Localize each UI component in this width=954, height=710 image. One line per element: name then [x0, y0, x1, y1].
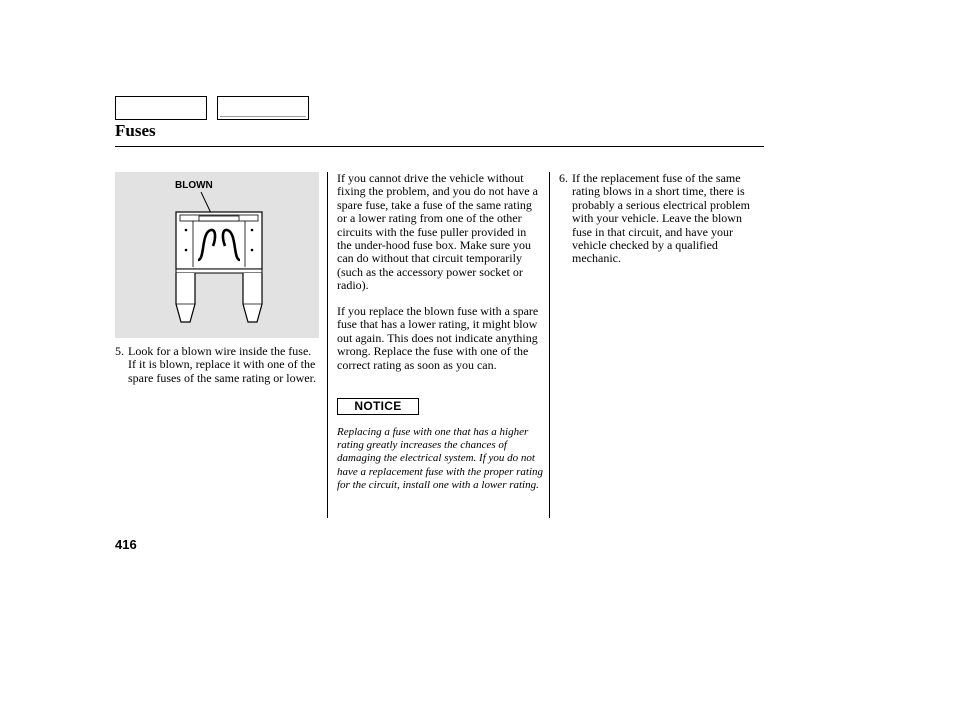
step-number: 6. — [559, 171, 568, 185]
paragraph-spare-fuse: If you cannot drive the vehicle without fixing the problem, and you do not have a spare fuse, take a fuse of the same rating or a lower rating from one of the other circuits with the fuse puller provided in the under-hood fuse box. Make sure you can do without that circuit temporarily (such as the accessory power socket or radio). — [337, 171, 538, 293]
nav-tab-index[interactable] — [217, 96, 309, 120]
column-divider — [549, 172, 550, 518]
notice-text: Replacing a fuse with one that has a higher rating greatly increases the chances of damaging the electrical system. If you do not have a replacement fuse with the proper rating for the circuit, install one with a lower rating. — [337, 426, 544, 491]
paragraph-lower-rating: If you replace the blown fuse with a spare fuse that has a lower rating, it might blow out again. This does not indicate anything wrong. Replace the fuse with one of the correct rating as soon as you can. — [337, 304, 539, 372]
fuse-blade-left — [176, 273, 195, 322]
fuse-blade-right — [243, 273, 262, 322]
step-5 — [115, 345, 320, 385]
figure-label-blown: BLOWN — [175, 180, 213, 191]
step-text: Look for a blown wire inside the fuse. If it is blown, replace it with one of the spare fuses of the same rating or lower. — [128, 344, 316, 385]
step-text: If the replacement fuse of the same rating blows in a short time, there is probably a serious electrical problem with your vehicle. Leave the blown fuse in that circuit, and have your vehicle checked by a qualified mechanic. — [572, 171, 750, 266]
nav-tab-main-menu[interactable] — [115, 96, 207, 120]
page-number: 416 — [115, 537, 137, 552]
column-divider — [327, 172, 328, 518]
step-6 — [559, 172, 763, 266]
notice-label: NOTICE — [337, 398, 419, 415]
blown-fuse-figure — [115, 172, 319, 338]
page-title: Fuses — [115, 121, 156, 140]
blade-fuse-illustration — [115, 172, 319, 338]
title-rule — [115, 146, 764, 147]
step-number: 5. — [115, 344, 124, 358]
